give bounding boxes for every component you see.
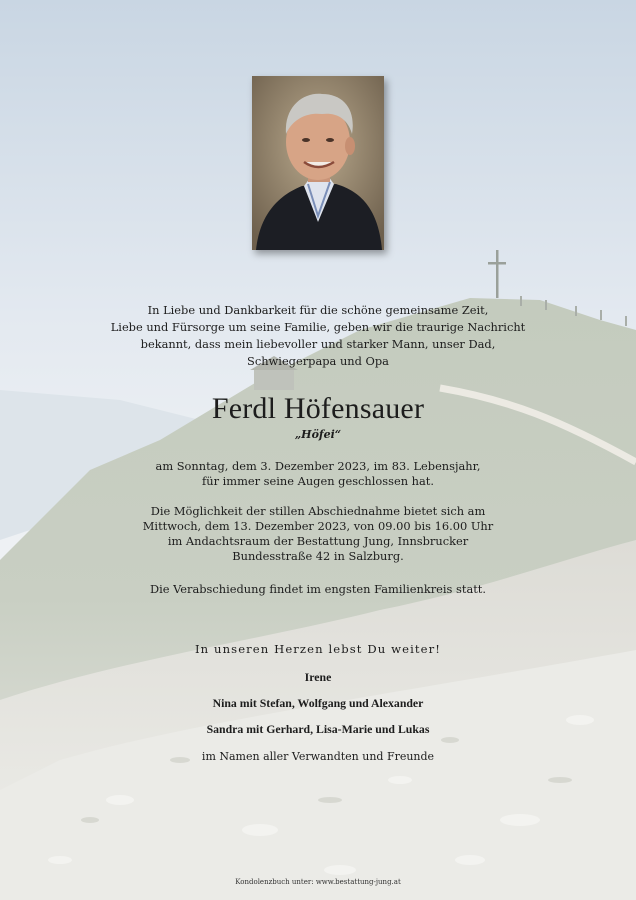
viewing-line: Mittwoch, dem 13. Dezember 2023, von 09.00 bis 16.00 Uhr xyxy=(142,519,494,533)
viewing-line: im Andachtsraum der Bestattung Jung, Innsbrucker xyxy=(167,534,469,548)
family-line: Sandra mit Gerhard, Lisa-Marie und Lukas xyxy=(206,722,430,736)
portrait-photo xyxy=(252,76,384,250)
viewing-line: Die Möglichkeit der stillen Abschiednahme bietet sich am xyxy=(150,504,486,518)
viewing-info xyxy=(0,504,636,564)
intro-line: bekannt, dass mein liebevoller und starker Mann, unser Dad, xyxy=(140,337,496,351)
deceased-name: Ferdl Höfensauer xyxy=(211,392,425,425)
intro-line: Schwiegerpapa und Opa xyxy=(247,354,389,368)
farewell-info: Die Verabschiedung findet im engsten Familienkreis statt. xyxy=(149,582,487,596)
relatives-note: im Namen aller Verwandten und Freunde xyxy=(201,750,435,763)
motto: In unseren Herzen lebst Du weiter! xyxy=(194,642,441,656)
intro-line: In Liebe und Dankbarkeit für die schöne gemeinsame Zeit, xyxy=(147,303,489,317)
intro-line: Liebe und Fürsorge um seine Familie, geben wir die traurige Nachricht xyxy=(110,320,526,334)
viewing-line: Bundesstraße 42 in Salzburg. xyxy=(232,549,404,563)
family-line: Irene xyxy=(304,670,332,684)
family-line: Nina mit Stefan, Wolfgang und Alexander xyxy=(212,696,424,710)
deceased-nickname: „Höfei“ xyxy=(294,428,342,441)
condolence-book-link[interactable]: Kondolenzbuch unter: www.bestattung-jung.at xyxy=(235,878,401,886)
intro-text xyxy=(0,302,636,370)
death-notice-line: am Sonntag, dem 3. Dezember 2023, im 83. Lebensjahr, xyxy=(155,459,481,473)
portrait-image xyxy=(252,76,384,250)
death-notice-line: für immer seine Augen geschlossen hat. xyxy=(202,474,434,488)
death-notice xyxy=(0,459,636,489)
